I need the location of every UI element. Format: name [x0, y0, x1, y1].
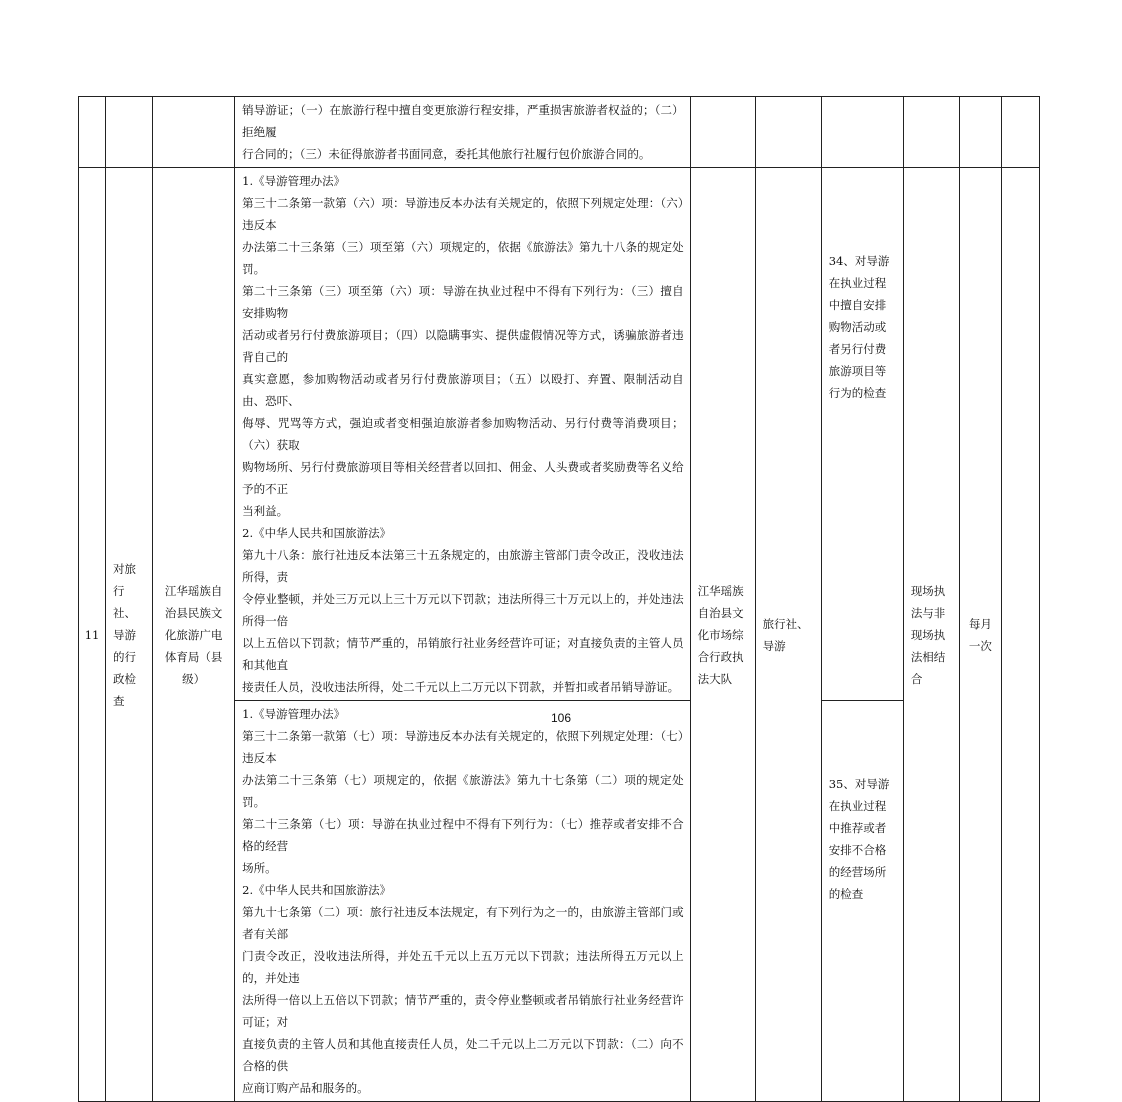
basis-line: 以上五倍以下罚款；情节严重的，吊销旅行社业务经营许可证；对直接负责的主管人员和其他直	[242, 636, 684, 672]
basis-line: 2.《中华人民共和国旅游法》	[242, 883, 392, 897]
item-35-basis-cell	[235, 701, 690, 1102]
subject-cell: 江华瑶族自治县民族文化旅游广电体育局（县级）	[153, 168, 235, 1102]
basis-line: 办法第二十三条第（七）项规定的，依据《旅游法》第九十七条第（二）项的规定处罚。	[242, 773, 684, 809]
basis-line: 1.《导游管理办法》	[242, 707, 346, 721]
basis-line: 令停业整顿，并处三万元以上三十万元以下罚款；违法所得三十万元以上的，并处违法所得一倍	[242, 592, 684, 628]
seq-cell: 11	[79, 168, 106, 1102]
basis-line: 法所得一倍以上五倍以下罚款；情节严重的，责令停业整顿或者吊销旅行社业务经营许可证；对	[242, 993, 684, 1029]
basis-line: 门责令改正，没收违法所得，并处五千元以上五万元以下罚款；违法所得五万元以上的，并处违	[242, 949, 684, 985]
basis-line: 活动或者另行付费旅游项目；（四）以隐瞒事实、提供虚假情况等方式，诱骗旅游者违背自己的	[242, 328, 684, 364]
method-cell-empty	[903, 97, 959, 168]
task-cell-empty	[106, 97, 153, 168]
object-cell-empty	[755, 97, 821, 168]
continuation-basis-cell	[235, 97, 690, 168]
enforcer-cell: 江华瑶族自治县文化市场综合行政执法大队	[690, 168, 755, 1102]
task-cell: 对旅行社、导游的行政检查	[106, 168, 153, 1102]
seq-cell-empty	[79, 97, 106, 168]
basis-line: 接责任人员，没收违法所得，处二千元以上二万元以下罚款，并暂扣或者吊销导游证。	[242, 680, 680, 694]
enforcer-cell-empty	[690, 97, 755, 168]
subject-cell-empty	[153, 97, 235, 168]
basis-line: 应商订购产品和服务的。	[242, 1081, 369, 1095]
item-cell-empty	[821, 97, 903, 168]
item-34-name-cell	[821, 168, 903, 701]
item-35-name: 35、对导游在执业过程中推荐或者安排不合格的经营场所的检查	[828, 777, 890, 901]
basis-line: 1.《导游管理办法》	[242, 174, 346, 188]
basis-line: 真实意愿，参加购物活动或者另行付费旅游项目；（五）以殴打、弃置、限制活动自由、恐吓、	[242, 372, 684, 408]
basis-line: 直接负责的主管人员和其他直接责任人员，处二千元以上二万元以下罚款：（二）向不合格的供	[242, 1037, 684, 1073]
frequency-cell: 每月一次	[959, 168, 1001, 1102]
basis-line: 当利益。	[242, 504, 289, 518]
basis-line: 行合同的；（三）未征得旅游者书面同意，委托其他旅行社履行包价旅游合同的。	[242, 147, 651, 161]
basis-line: 销导游证；（一）在旅游行程中擅自变更旅游行程安排，严重损害旅游者权益的；（二）拒绝履	[242, 103, 684, 139]
basis-line: 办法第二十三条第（三）项至第（六）项规定的，依据《旅游法》第九十八条的规定处罚。	[242, 240, 684, 276]
basis-line: 场所。	[242, 861, 277, 875]
basis-line: 侮辱、咒骂等方式，强迫或者变相强迫旅游者参加购物活动、另行付费等消费项目；（六）获取	[242, 416, 684, 452]
basis-line: 第九十八条：旅行社违反本法第三十五条规定的，由旅游主管部门责令改正，没收违法所得，责	[242, 548, 684, 584]
basis-line: 第二十三条第（七）项：导游在执业过程中不得有下列行为：（七）推荐或者安排不合格的经营	[242, 817, 684, 853]
frequency-cell-empty	[959, 97, 1001, 168]
basis-line: 第二十三条第（三）项至第（六）项：导游在执业过程中不得有下列行为：（三）擅自安排购物	[242, 284, 684, 320]
method-cell: 现场执法与非现场执法相结合	[903, 168, 959, 1102]
object-cell: 旅行社、导游	[755, 168, 821, 1102]
basis-line: 第三十二条第一款第（七）项：导游违反本办法有关规定的，依照下列规定处理：（七）违反本	[242, 729, 684, 765]
basis-line: 购物场所、另行付费旅游项目等相关经营者以回扣、佣金、人头费或者奖励费等名义给予的不正	[242, 460, 684, 496]
basis-line: 第九十七条第（二）项：旅行社违反本法规定，有下列行为之一的，由旅游主管部门或者有关部	[242, 905, 684, 941]
basis-line: 2.《中华人民共和国旅游法》	[242, 526, 392, 540]
basis-line: 第三十二条第一款第（六）项：导游违反本办法有关规定的，依照下列规定处理：（六）违反本	[242, 196, 684, 232]
item-34-name: 34、对导游在执业过程中擅自安排购物活动或者另行付费旅游项目等行为的检查	[828, 254, 890, 400]
page-number: 106	[550, 711, 572, 725]
continuation-row	[79, 97, 1040, 168]
item-35-name-cell	[821, 701, 903, 1102]
table-row	[79, 168, 1040, 701]
remark-cell-empty	[1001, 97, 1039, 168]
inspection-table	[78, 96, 1040, 1102]
remark-cell-empty	[1001, 168, 1039, 1102]
item-34-basis-cell	[235, 168, 690, 701]
